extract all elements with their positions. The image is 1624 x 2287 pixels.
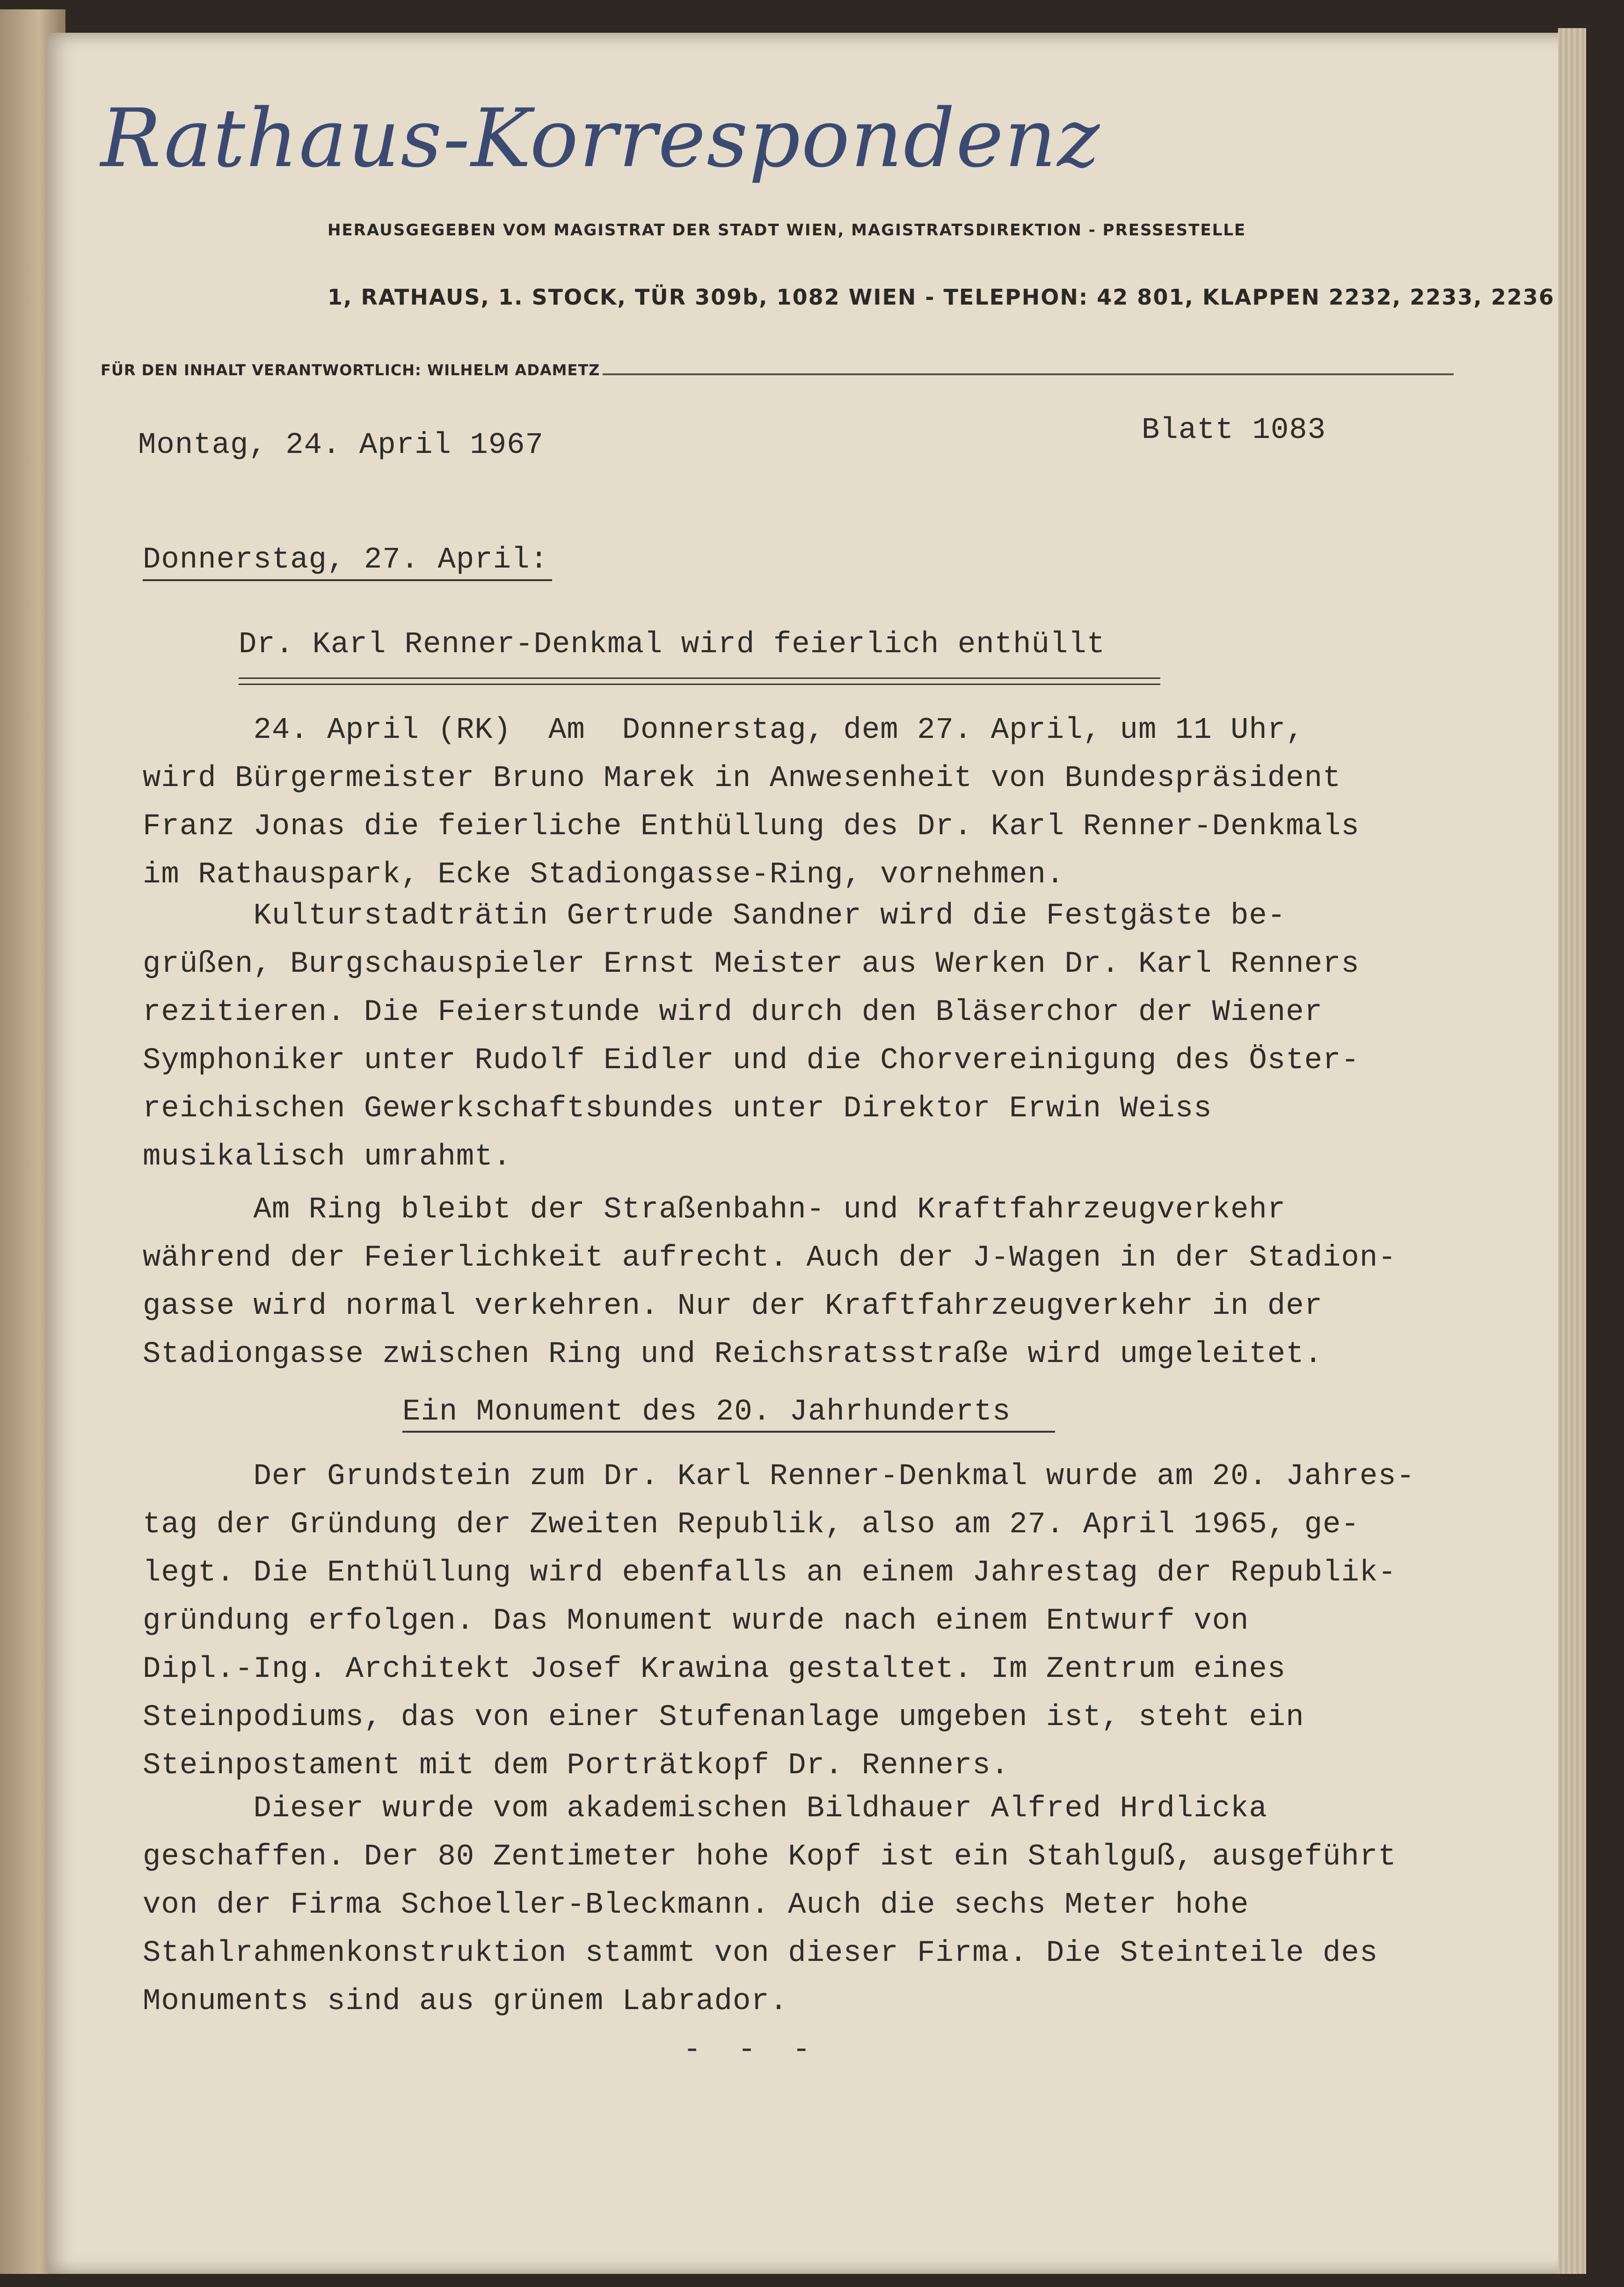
page-stack-edge	[1558, 28, 1586, 2274]
paragraph-3-line: Stadiongasse zwischen Ring und Reichsratsstraße wird umgeleitet.	[143, 1338, 1323, 1371]
paragraph-2-line: reichischen Gewerkschaftsbundes unter Direktor Erwin Weiss	[143, 1092, 1212, 1126]
paragraph-5-line: geschaffen. Der 80 Zentimeter hohe Kopf ist ein Stahlguß, ausgeführt	[143, 1840, 1397, 1874]
subheading: Ein Monument des 20. Jahrhunderts	[402, 1395, 1011, 1429]
paragraph-2-line: Symphoniker unter Rudolf Eidler und die Chorvereinigung des Öster-	[143, 1044, 1360, 1078]
responsible-rule	[603, 373, 1454, 375]
paragraph-4-line: tag der Gründung der Zweiten Republik, also am 27. April 1965, ge-	[143, 1508, 1360, 1542]
paragraph-5-line: von der Firma Schoeller-Bleckmann. Auch die sechs Meter hohe	[143, 1888, 1249, 1922]
sheet-number: Blatt 1083	[1142, 414, 1326, 447]
paragraph-4-line: Steinpodiums, das von einer Stufenanlage umgeben ist, steht ein	[143, 1701, 1304, 1734]
paragraph-5	[143, 1785, 1500, 2026]
paragraph-5-line: Stahlrahmenkonstruktion stammt von dieser Firma. Die Steinteile des	[143, 1937, 1378, 1970]
paragraph-1-line: Franz Jonas die feierliche Enthüllung des Dr. Karl Renner-Denkmals	[143, 810, 1360, 844]
responsible-editor-text: FÜR DEN INHALT VERANTWORTLICH: WILHELM ADAMETZ	[101, 361, 600, 379]
paragraph-2-line: rezitieren. Die Feierstunde wird durch den Bläserchor der Wiener	[143, 996, 1323, 1029]
paragraph-2-line: grüßen, Burgschauspieler Ernst Meister aus Werken Dr. Karl Renners	[143, 947, 1360, 981]
paragraph-2-line: Kulturstadträtin Gertrude Sandner wird die Festgäste be-	[143, 899, 1286, 933]
paragraph-4	[143, 1453, 1500, 1790]
paragraph-4-line: Steinpostament mit dem Porträtkopf Dr. Renners.	[143, 1749, 1010, 1783]
weekday-heading: Donnerstag, 27. April:	[143, 543, 548, 577]
article-headline: Dr. Karl Renner-Denkmal wird feierlich enthüllt	[239, 628, 1106, 662]
paragraph-2-line: musikalisch umrahmt.	[143, 1140, 512, 1174]
paragraph-1-line: 24. April (RK) Am Donnerstag, dem 27. April, um 11 Uhr,	[143, 714, 1304, 747]
paragraph-4-line: Dipl.-Ing. Architekt Josef Krawina gestaltet. Im Zentrum eines	[143, 1653, 1286, 1686]
weekday-underline	[143, 579, 552, 581]
paragraph-4-line: Der Grundstein zum Dr. Karl Renner-Denkmal wurde am 20. Jahres-	[143, 1460, 1415, 1493]
subheading-underline	[402, 1431, 1055, 1433]
paragraph-5-line: Monuments sind aus grünem Labrador.	[143, 1985, 788, 2018]
paragraph-3-line: Am Ring bleibt der Straßenbahn- und Kraftfahrzeugverkehr	[143, 1193, 1286, 1227]
publisher-line: HERAUSGEGEBEN VOM MAGISTRAT DER STADT WIEN, MAGISTRATSDIREKTION - PRESSESTELLE	[328, 221, 1246, 240]
paragraph-2	[143, 892, 1500, 1181]
paragraph-1-line: im Rathauspark, Ecke Stadiongasse-Ring, vornehmen.	[143, 858, 1065, 892]
end-mark: - - -	[683, 2033, 820, 2067]
issue-date: Montag, 24. April 1967	[138, 429, 544, 462]
paragraph-1	[143, 706, 1500, 899]
paragraph-3	[143, 1186, 1500, 1379]
paragraph-1-line: wird Bürgermeister Bruno Marek in Anwesenheit von Bundespräsident	[143, 762, 1341, 795]
paragraph-4-line: gründung erfolgen. Das Monument wurde nach einem Entwurf von	[143, 1604, 1249, 1638]
paragraph-3-line: während der Feierlichkeit aufrecht. Auch der J-Wagen in der Stadion-	[143, 1241, 1397, 1275]
responsible-editor-line	[101, 361, 1454, 379]
masthead-title: Rathaus-Korrespondenz	[101, 91, 1101, 185]
headline-double-underline	[239, 677, 1160, 685]
paragraph-3-line: gasse wird normal verkehren. Nur der Kraftfahrzeugverkehr in der	[143, 1289, 1323, 1323]
paragraph-5-line: Dieser wurde vom akademischen Bildhauer Alfred Hrdlicka	[143, 1792, 1267, 1826]
address-line: 1, RATHAUS, 1. STOCK, TÜR 309b, 1082 WIEN - TELEPHON: 42 801, KLAPPEN 2232, 2233, 2236	[328, 284, 1555, 310]
paragraph-4-line: legt. Die Enthüllung wird ebenfalls an einem Jahrestag der Republik-	[143, 1556, 1397, 1590]
